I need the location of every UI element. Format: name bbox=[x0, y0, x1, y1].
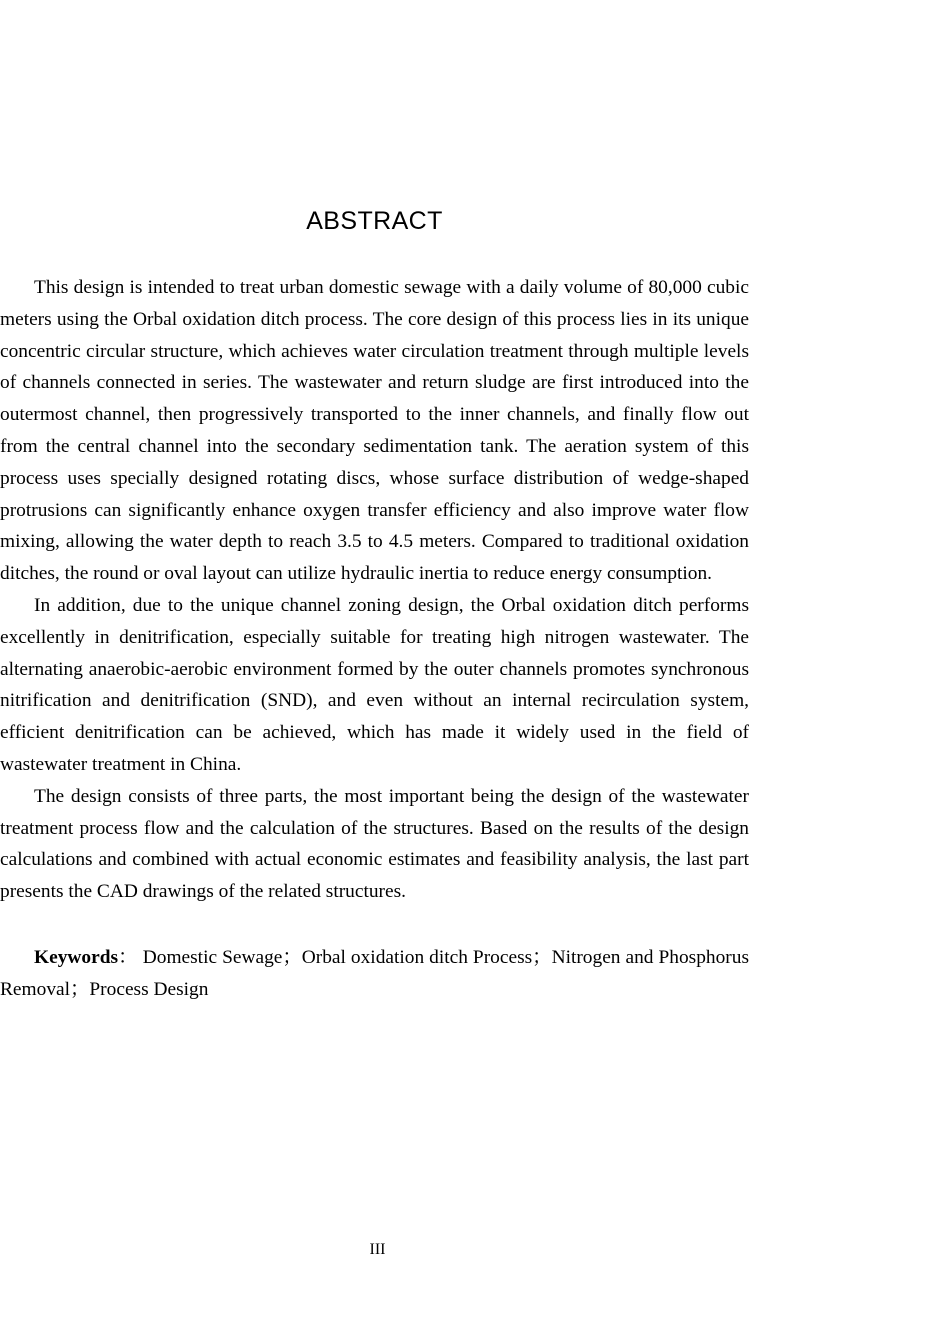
keywords-section bbox=[0, 942, 749, 1006]
keywords-label: Keywords bbox=[34, 947, 119, 968]
abstract-paragraph-3: The design consists of three parts, the most important being the design of the wastewater treatment process flow and the calculation of the structures. Based on the results of the design calculations and combined with actual economic estimates and feasibility analysis, the last part presents the CAD drawings of the related structures. bbox=[0, 785, 749, 903]
abstract-body bbox=[0, 272, 749, 908]
abstract-paragraph-1: This design is intended to treat urban domestic sewage with a daily volume of 80,000 cubic meters using the Orbal oxidation ditch process. The core design of this process lies in its unique concentric circular structure, which achieves water circulation treatment through multiple levels of channels connected in series. The wastewater and return sludge are first introduced into the outermost channel, then progressively transported to the inner channels, and finally flow out from the central channel into the secondary sedimentation tank. The aeration system of this process uses specially designed rotating discs, whose surface distribution of wedge-shaped protrusions can significantly enhance oxygen transfer efficiency and also improve water flow mixing, allowing the water depth to reach 3.5 to 4.5 meters. Compared to traditional oxidation ditches, the round or oval layout can utilize hydraulic inertia to reduce energy consumption. bbox=[0, 277, 749, 585]
page-number: III bbox=[369, 1241, 386, 1258]
page-title: ABSTRACT bbox=[306, 207, 443, 235]
abstract-paragraph-2: In addition, due to the unique channel zoning design, the Orbal oxidation ditch performs excellently in denitrification, especially suitable for treating high nitrogen wastewater. The alternating anaerobic-aerobic environment formed by the outer channels promotes synchronous nitrification and denitrification (SND), and even without an internal recirculation system, efficient denitrification can be achieved, which has made it widely used in the field of wastewater treatment in China. bbox=[0, 594, 749, 775]
keywords-separator: ： bbox=[118, 947, 138, 968]
keywords-line bbox=[0, 942, 749, 1006]
keywords-values: Domestic Sewage；Orbal oxidation ditch Process；Nitrogen and Phosphorus Removal；Process Design bbox=[0, 947, 749, 1000]
